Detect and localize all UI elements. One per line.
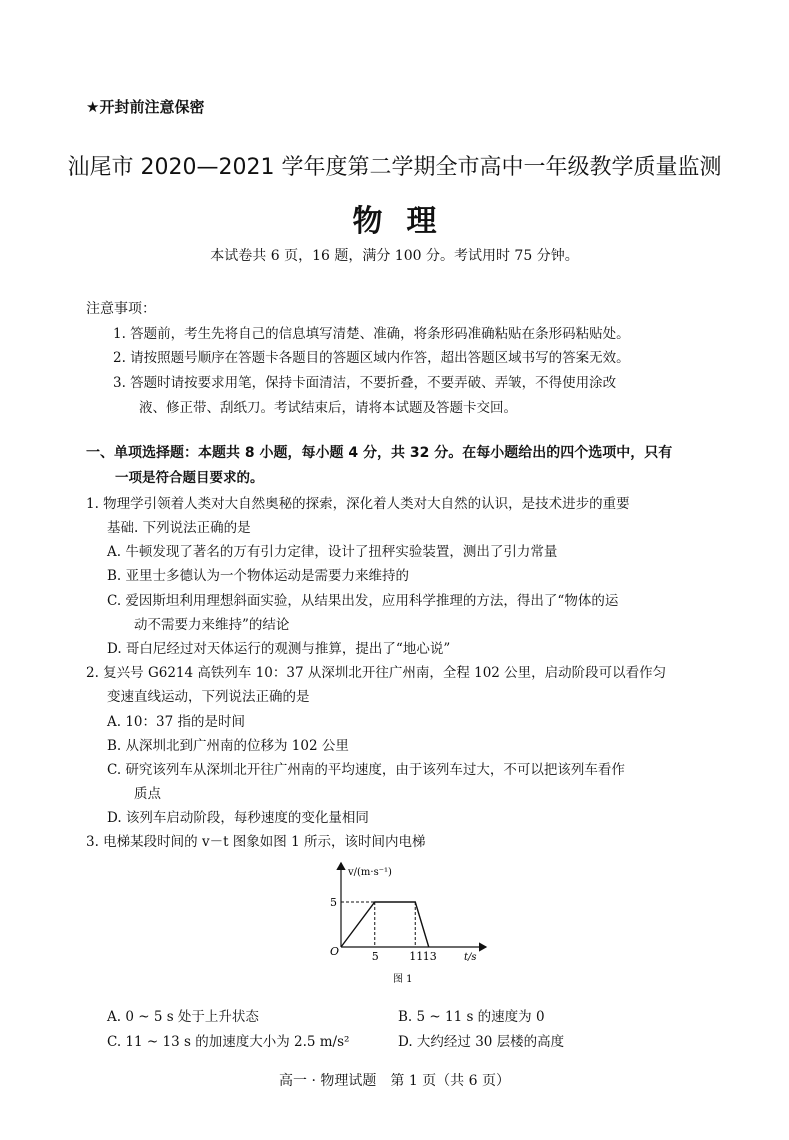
exam-title: 汕尾市 2020—2021 学年度第二学期全市高中一年级教学质量监测 bbox=[67, 155, 722, 180]
x-tick-label: 13 bbox=[422, 950, 437, 963]
q2-option-c-cont: 质点 bbox=[134, 786, 161, 802]
origin-label: O bbox=[330, 945, 340, 958]
notice-item-3: 3. 答题时请按要求用笔，保持卡面清洁，不要折叠，不要弄破、弄皱，不得使用涂改 bbox=[113, 375, 617, 391]
y-tick-label: 5 bbox=[330, 896, 337, 909]
q1-option-c: C. 爱因斯坦利用理想斜面实验，从结果出发，应用科学推理的方法，得出了“物体的运 bbox=[107, 593, 619, 609]
q3-option-d: D. 大约经过 30 层楼的高度 bbox=[398, 1034, 565, 1050]
x-axis-label: t/s bbox=[464, 952, 477, 963]
vt-graph bbox=[300, 858, 500, 988]
exam-info: 本试卷共 6 页，16 题，满分 100 分。考试用时 75 分钟。 bbox=[210, 248, 579, 264]
figure-caption: 图 1 bbox=[393, 974, 413, 985]
section-heading-cont: 一项是符合题目要求的。 bbox=[115, 470, 264, 486]
q1-option-b: B. 亚里士多德认为一个物体运动是需要力来维持的 bbox=[107, 568, 410, 584]
q3-option-a: A. 0 ~ 5 s 处于上升状态 bbox=[107, 1009, 259, 1025]
notice-item-3-cont: 液、修正带、刮纸刀。考试结束后，请将本试题及答题卡交回。 bbox=[139, 400, 517, 416]
section-heading: 一、单项选择题：本题共 8 小题，每小题 4 分，共 32 分。在每小题给出的四个选项中，只有 bbox=[86, 445, 673, 461]
q2-option-d: D. 该列车启动阶段，每秒速度的变化量相同 bbox=[107, 810, 369, 826]
q2-option-b: B. 从深圳北到广州南的位移为 102 公里 bbox=[107, 738, 349, 754]
page-footer: 高一 · 物理试题 第 1 页（共 6 页） bbox=[279, 1073, 510, 1089]
q1-option-c-cont: 动不需要力来维持”的结论 bbox=[134, 617, 290, 633]
y-axis-label: v/(m·s⁻¹) bbox=[348, 867, 392, 878]
x-tick-label: 5 bbox=[371, 950, 379, 963]
q1-stem: 1. 物理学引领着人类对大自然奥秘的探索，深化着人类对大自然的认识，是技术进步的重要 bbox=[86, 496, 630, 512]
q3-option-c: C. 11 ~ 13 s 的加速度大小为 2.5 m/s² bbox=[107, 1034, 350, 1050]
q3-option-b: B. 5 ~ 11 s 的速度为 0 bbox=[398, 1009, 545, 1025]
notice-item-1: 1. 答题前，考生先将自己的信息填写清楚、准确，将条形码准确粘贴在条形码粘贴处。 bbox=[113, 326, 630, 342]
notice-item-2: 2. 请按照题号顺序在答题卡各题目的答题区域内作答，超出答题区域书写的答案无效。 bbox=[113, 350, 630, 366]
x-tick-label: 11 bbox=[409, 950, 424, 963]
q1-option-d: D. 哥白尼经过对天体运行的观测与推算，提出了“地心说” bbox=[107, 641, 451, 657]
q1-stem-cont: 基础. 下列说法正确的是 bbox=[107, 520, 251, 536]
q2-stem-cont: 变速直线运动，下列说法正确的是 bbox=[107, 689, 310, 705]
q3-stem: 3. 电梯某段时间的 v－t 图象如图 1 所示，该时间内电梯 bbox=[86, 834, 426, 850]
q1-option-a: A. 牛顿发现了著名的万有引力定律，设计了扭秤实验装置，测出了引力常量 bbox=[107, 544, 558, 560]
q2-option-a: A. 10：37 指的是时间 bbox=[107, 714, 245, 730]
q2-stem: 2. 复兴号 G6214 高铁列车 10：37 从深圳北开往广州南，全程 102 公里，启动阶段可以看作匀 bbox=[86, 665, 667, 681]
subject-title: 物理 bbox=[352, 204, 461, 239]
notice-heading: 注意事项： bbox=[86, 301, 156, 317]
confidential-mark: ★开封前注意保密 bbox=[86, 98, 205, 116]
q2-option-c: C. 研究该列车从深圳北开往广州南的平均速度，由于该列车过大，不可以把该列车看作 bbox=[107, 762, 625, 778]
